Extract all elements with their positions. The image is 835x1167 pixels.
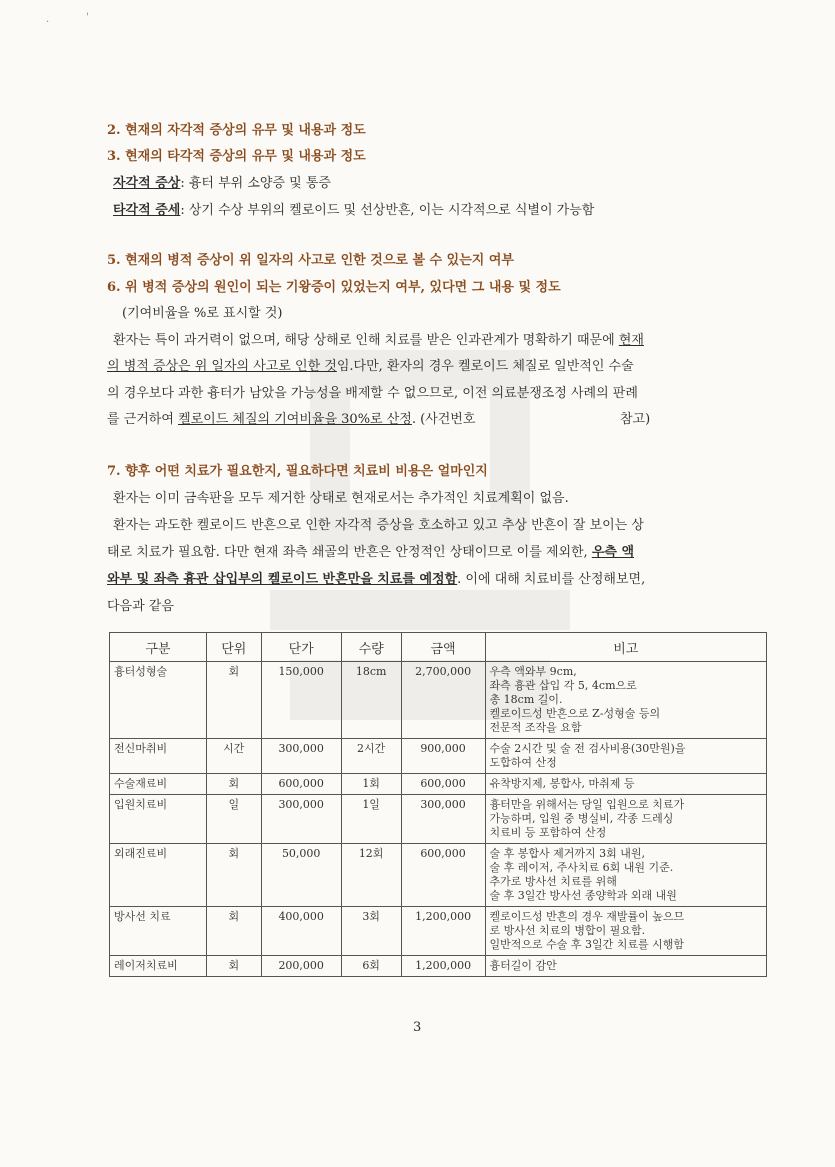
cell-unit: 회 bbox=[206, 662, 261, 739]
remark-line: 술 후 봉합사 제거까지 3회 내원, bbox=[489, 847, 646, 860]
cell-price: 50,000 bbox=[261, 844, 341, 907]
subjective-label: 자각적 증상 bbox=[113, 176, 181, 191]
cell-quantity: 6회 bbox=[341, 956, 401, 977]
table-row bbox=[110, 844, 767, 907]
section-7-para-line: 환자는 과도한 켈로이드 반흔으로 인한 자각적 증상을 호소하고 있고 추상 반흔이 잘 보이는 상 bbox=[113, 518, 644, 533]
objective-label: 타각적 증세 bbox=[113, 203, 181, 218]
para-text: . (사건번호 bbox=[411, 412, 476, 427]
subjective-symptom-line bbox=[113, 174, 331, 194]
cell-quantity: 1회 bbox=[341, 774, 401, 795]
remark-line: 켈로이드성 반흔의 경우 재발률이 높으므 bbox=[489, 910, 685, 923]
objective-symptom-line bbox=[113, 201, 594, 221]
objective-text: : 상기 수상 부위의 켈로이드 및 선상반흔, 이는 시각적으로 식별이 가능함 bbox=[180, 203, 595, 218]
cell-amount: 1,200,000 bbox=[401, 956, 485, 977]
section-7-para-line: 다음과 같음 bbox=[107, 599, 174, 614]
cell-remarks bbox=[485, 844, 766, 907]
cell-category: 전신마취비 bbox=[110, 739, 207, 774]
remark-line: 흉터길이 감안 bbox=[489, 959, 557, 972]
cell-amount: 600,000 bbox=[401, 844, 485, 907]
cell-remarks bbox=[485, 907, 766, 956]
cell-category: 레이저치료비 bbox=[110, 956, 207, 977]
table-row bbox=[110, 907, 767, 956]
header-price: 단가 bbox=[261, 633, 341, 662]
header-amount: 금액 bbox=[401, 633, 485, 662]
cell-amount: 2,700,000 bbox=[401, 662, 485, 739]
table-row bbox=[110, 662, 767, 739]
cell-remarks bbox=[485, 739, 766, 774]
section-6-para-line bbox=[107, 410, 475, 430]
remark-line: 우측 액와부 9cm, bbox=[489, 665, 577, 678]
remark-line: 가능하며, 입원 중 병실비, 각종 드레싱 bbox=[489, 812, 674, 825]
cell-amount: 900,000 bbox=[401, 739, 485, 774]
remark-line: 도합하여 산정 bbox=[489, 756, 557, 769]
cell-quantity: 12회 bbox=[341, 844, 401, 907]
section-5-heading: 5. 현재의 병적 증상이 위 일자의 사고로 인한 것으로 볼 수 있는지 여부 bbox=[107, 253, 514, 268]
table-row bbox=[110, 795, 767, 844]
cell-unit: 회 bbox=[206, 774, 261, 795]
cell-quantity: 3회 bbox=[341, 907, 401, 956]
cell-price: 200,000 bbox=[261, 956, 341, 977]
table-row bbox=[110, 739, 767, 774]
para-underline: 우측 액 bbox=[591, 545, 635, 560]
cell-remarks bbox=[485, 795, 766, 844]
remark-line: 추가로 방사선 치료를 위해 bbox=[489, 875, 617, 888]
cell-category: 수술재료비 bbox=[110, 774, 207, 795]
remark-line: 좌측 흉관 삽입 각 5, 4cm으로 bbox=[489, 679, 637, 692]
table-row bbox=[110, 774, 767, 795]
header-remarks: 비고 bbox=[485, 633, 766, 662]
cell-price: 300,000 bbox=[261, 739, 341, 774]
remark-line: 수술 2시간 및 술 전 검사비용(30만원)을 bbox=[489, 742, 686, 755]
section-6-heading: 6. 위 병적 증상의 원인이 되는 기왕증이 있었는지 여부, 있다면 그 내용 및 정도 bbox=[107, 280, 561, 295]
section-6-para-line bbox=[107, 357, 634, 377]
table-header-row bbox=[110, 633, 767, 662]
para-underline: 켈로이드 체질의 기여비율을 30%로 산정 bbox=[178, 412, 412, 427]
cell-amount: 1,200,000 bbox=[401, 907, 485, 956]
subjective-text: : 흉터 부위 소양증 및 통증 bbox=[180, 176, 331, 191]
cell-category: 방사선 치료 bbox=[110, 907, 207, 956]
treatment-cost-table bbox=[109, 632, 767, 977]
cell-unit: 회 bbox=[206, 956, 261, 977]
cell-remarks bbox=[485, 956, 766, 977]
para-text: 임.다만, 환자의 경우 켈로이드 체질로 일반적인 수술 bbox=[336, 359, 634, 374]
scan-mark: . bbox=[46, 14, 50, 25]
remark-line: 켈로이드성 반흔으로 Z-성형술 등의 bbox=[489, 707, 661, 720]
cell-remarks bbox=[485, 774, 766, 795]
section-6-para-line bbox=[113, 331, 644, 351]
para-underline: 의 병적 증상은 위 일자의 사고로 인한 것 bbox=[107, 359, 337, 374]
section-7-para-line bbox=[107, 543, 634, 563]
section-7-para-line bbox=[107, 570, 645, 590]
cell-amount: 300,000 bbox=[401, 795, 485, 844]
cell-unit: 시간 bbox=[206, 739, 261, 774]
remark-line: 일반적으로 수술 후 3일간 치료를 시행함 bbox=[489, 938, 685, 951]
section-2-heading: 2. 현재의 자각적 증상의 유무 및 내용과 정도 bbox=[107, 123, 366, 138]
cell-unit: 일 bbox=[206, 795, 261, 844]
section-7-heading: 7. 향후 어떤 치료가 필요한지, 필요하다면 치료비 비용은 얼마인지 bbox=[107, 464, 488, 479]
remark-line: 전문적 조작을 요함 bbox=[489, 721, 582, 734]
cell-category: 흉터성형술 bbox=[110, 662, 207, 739]
cell-category: 입원치료비 bbox=[110, 795, 207, 844]
cell-quantity: 18cm bbox=[341, 662, 401, 739]
case-reference-suffix: 참고) bbox=[620, 412, 651, 427]
para-text: 태로 치료가 필요함. 다만 현재 좌측 쇄골의 반흔은 안정적인 상태이므로 이를 제외한, bbox=[107, 545, 592, 560]
scan-mark: ' bbox=[86, 12, 89, 23]
remark-line: 술 후 레이저, 주사치료 6회 내원 기준. bbox=[489, 861, 674, 874]
header-category: 구분 bbox=[110, 633, 207, 662]
header-quantity: 수량 bbox=[341, 633, 401, 662]
cell-price: 600,000 bbox=[261, 774, 341, 795]
section-6-para-line: 의 경우보다 과한 흉터가 남았을 가능성을 배제할 수 없으므로, 이전 의료분쟁조정 사례의 판례 bbox=[107, 386, 638, 401]
remark-line: 로 방사선 치료의 병합이 필요함. bbox=[489, 924, 646, 937]
para-text: 를 근거하여 bbox=[107, 412, 179, 427]
para-underline: 와부 및 좌측 흉관 삽입부의 켈로이드 반흔만을 치료를 예정함 bbox=[107, 572, 458, 587]
remark-line: 술 후 3일간 방사선 종양학과 외래 내원 bbox=[489, 889, 677, 902]
para-underline: 현재 bbox=[618, 333, 644, 348]
section-6-note: (기여비율을 %로 표시할 것) bbox=[122, 306, 283, 321]
table-row bbox=[110, 956, 767, 977]
cell-price: 300,000 bbox=[261, 795, 341, 844]
cell-unit: 회 bbox=[206, 907, 261, 956]
para-text: . 이에 대해 치료비를 산정해보면, bbox=[457, 572, 646, 587]
remark-line: 흉터만을 위해서는 당일 입원으로 치료가 bbox=[489, 798, 685, 811]
cell-remarks bbox=[485, 662, 766, 739]
section-7-para-line: 환자는 이미 금속판을 모두 제거한 상태로 현재로서는 추가적인 치료계획이 없음. bbox=[113, 491, 569, 506]
cell-unit: 회 bbox=[206, 844, 261, 907]
remark-line: 유착방지제, 봉합사, 마취제 등 bbox=[489, 777, 635, 790]
header-unit: 단위 bbox=[206, 633, 261, 662]
cell-quantity: 2시간 bbox=[341, 739, 401, 774]
remark-line: 총 18cm 길이. bbox=[489, 693, 563, 706]
cell-price: 400,000 bbox=[261, 907, 341, 956]
cell-amount: 600,000 bbox=[401, 774, 485, 795]
cell-price: 150,000 bbox=[261, 662, 341, 739]
remark-line: 치료비 등 포함하여 산정 bbox=[489, 826, 607, 839]
para-text: 환자는 특이 과거력이 없으며, 해당 상해로 인해 치료를 받은 인과관계가 명확하기 때문에 bbox=[113, 333, 619, 348]
cell-quantity: 1일 bbox=[341, 795, 401, 844]
page-number: 3 bbox=[413, 1020, 422, 1035]
section-3-heading: 3. 현재의 타각적 증상의 유무 및 내용과 정도 bbox=[107, 149, 366, 164]
cell-category: 외래진료비 bbox=[110, 844, 207, 907]
